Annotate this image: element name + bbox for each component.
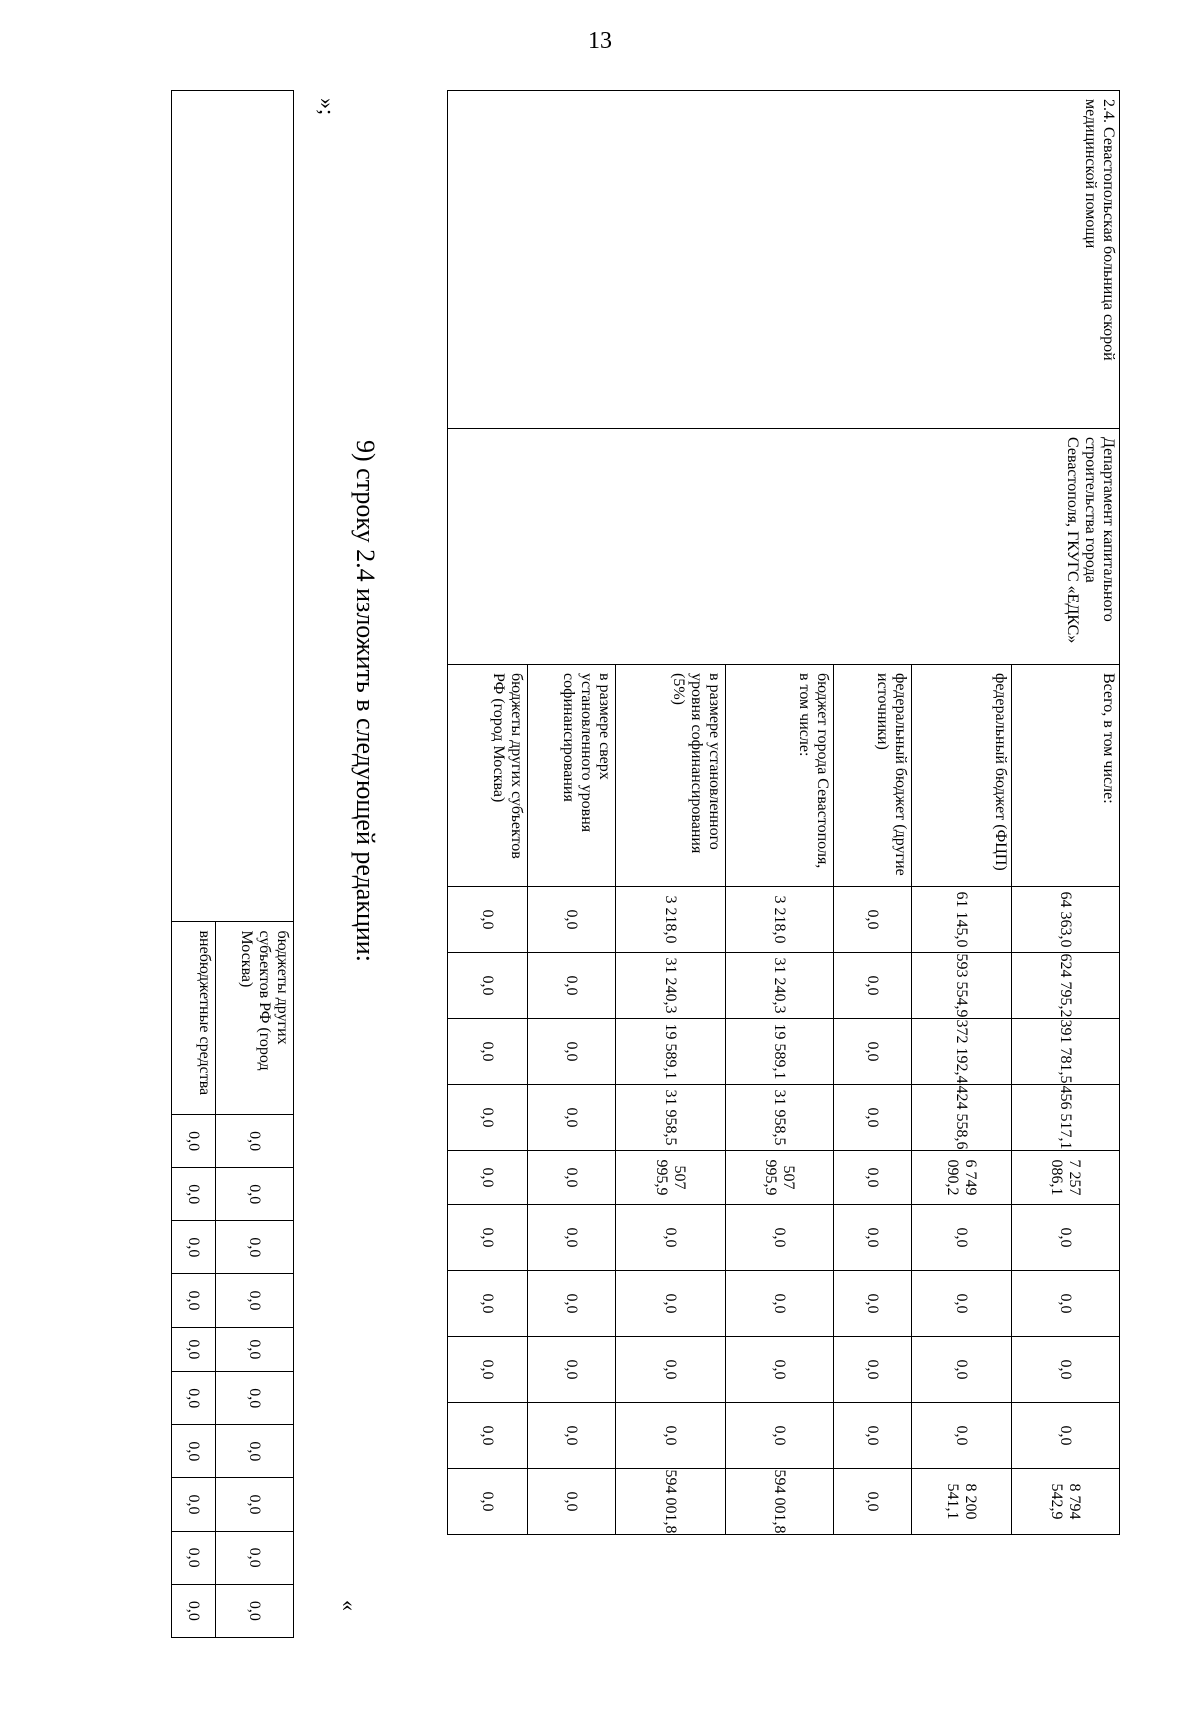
value-cell: 0,0 [834,1085,912,1151]
value-cell: 0,0 [912,1337,1012,1403]
value-cell: 0,0 [528,1271,616,1337]
value-cell: 0,0 [528,1403,616,1469]
value-cell: 0,0 [834,1205,912,1271]
value-cell: 391 781,5 [1012,1019,1120,1085]
row-2-4-executor: Департамент капитального строительства города Севастополя, ГКУГС «ЕДКС» [448,429,1120,665]
row-label: Всего, в том числе: [1012,665,1120,887]
value-cell: 0,0 [448,1469,528,1535]
value-cell: 0,0 [834,1469,912,1535]
value-cell: 594 001,8 [726,1469,834,1535]
value-cell: 0,0 [172,1115,216,1168]
value-cell: 61 145,0 [912,887,1012,953]
row-label: в размере установленного уровня софинансирования (5%) [616,665,726,887]
value-cell: 0,0 [448,1337,528,1403]
value-cell: 0,0 [172,1425,216,1478]
value-cell: 31 240,3 [726,953,834,1019]
value-cell: 0,0 [216,1425,294,1478]
value-cell: 31 958,5 [726,1085,834,1151]
row-label: бюджеты других субъектов РФ (город Москва) [216,922,294,1115]
value-cell: 0,0 [216,1584,294,1637]
value-cell: 0,0 [448,1271,528,1337]
value-cell: 7 257 086,1 [1012,1151,1120,1205]
value-cell: 0,0 [834,1403,912,1469]
row-2-4-name: 2.4. Севастопольская больница скорой медицинской помощи [448,91,1120,429]
value-cell: 0,0 [834,953,912,1019]
value-cell: 0,0 [528,1469,616,1535]
value-cell: 0,0 [912,1271,1012,1337]
value-cell: 0,0 [616,1403,726,1469]
row-label: бюджет города Севастополя, в том числе: [726,665,834,887]
value-cell: 0,0 [172,1478,216,1531]
empty-cell [172,91,294,922]
value-cell: 0,0 [448,1403,528,1469]
value-cell: 0,0 [448,1085,528,1151]
value-cell: 31 958,5 [616,1085,726,1151]
value-cell: 0,0 [1012,1205,1120,1271]
value-cell: 0,0 [216,1531,294,1584]
value-cell: 31 240,3 [616,953,726,1019]
value-cell: 0,0 [834,887,912,953]
value-cell: 0,0 [216,1168,294,1221]
value-cell: 0,0 [726,1403,834,1469]
value-cell: 0,0 [216,1478,294,1531]
value-cell: 0,0 [448,1019,528,1085]
open-quote: « [337,1600,362,1611]
value-cell: 0,0 [1012,1403,1120,1469]
value-cell: 0,0 [172,1221,216,1274]
value-cell: 0,0 [172,1372,216,1425]
value-cell: 424 558,6 [912,1085,1012,1151]
value-cell: 0,0 [172,1531,216,1584]
value-cell: 0,0 [528,953,616,1019]
value-cell: 0,0 [216,1274,294,1327]
value-cell: 0,0 [448,1205,528,1271]
instruction-text: 9) строку 2.4 изложить в следующей редакции: [351,440,380,962]
table-row [1012,91,1120,1535]
value-cell: 3 218,0 [616,887,726,953]
value-cell: 0,0 [726,1271,834,1337]
value-cell: 0,0 [172,1274,216,1327]
value-cell: 0,0 [448,1151,528,1205]
value-cell: 0,0 [912,1205,1012,1271]
value-cell: 0,0 [912,1403,1012,1469]
value-cell: 19 589,1 [616,1019,726,1085]
value-cell: 8 200 541,1 [912,1469,1012,1535]
value-cell: 0,0 [616,1205,726,1271]
value-cell: 593 554,9 [912,953,1012,1019]
value-cell: 594 001,8 [616,1469,726,1535]
value-cell: 0,0 [216,1115,294,1168]
value-cell: 0,0 [834,1019,912,1085]
value-cell: 0,0 [834,1271,912,1337]
row-label: федеральный бюджет (другие источники) [834,665,912,887]
value-cell: 0,0 [528,1019,616,1085]
value-cell: 0,0 [1012,1337,1120,1403]
row-label: бюджеты других субъектов РФ (город Москва) [448,665,528,887]
value-cell: 6 749 090,2 [912,1151,1012,1205]
value-cell: 0,0 [1012,1271,1120,1337]
value-cell: 372 192,4 [912,1019,1012,1085]
value-cell: 0,0 [172,1168,216,1221]
value-cell: 0,0 [834,1151,912,1205]
value-cell: 0,0 [448,953,528,1019]
value-cell: 507 995,9 [616,1151,726,1205]
value-cell: 19 589,1 [726,1019,834,1085]
value-cell: 0,0 [172,1327,216,1372]
rotated-page-content [156,90,1120,1638]
value-cell: 0,0 [616,1337,726,1403]
row-label: в размере сверх установленного уровня софинансирования [528,665,616,887]
row-label: федеральный бюджет (ФЦП) [912,665,1012,887]
value-cell: 64 363,0 [1012,887,1120,953]
value-cell: 456 517,1 [1012,1085,1120,1151]
value-cell: 0,0 [528,1151,616,1205]
table-row [216,91,294,1638]
value-cell: 0,0 [616,1271,726,1337]
value-cell: 0,0 [216,1372,294,1425]
page-number: 13 [588,28,612,54]
value-cell: 0,0 [834,1337,912,1403]
value-cell: 3 218,0 [726,887,834,953]
value-cell: 0,0 [726,1205,834,1271]
closing-mark: »; [315,98,340,116]
value-cell: 507 995,9 [726,1151,834,1205]
row-2-4-table [447,90,1120,1535]
value-cell: 0,0 [528,887,616,953]
row-label: внебюджетные средства [172,922,216,1115]
value-cell: 0,0 [216,1327,294,1372]
value-cell: 0,0 [726,1337,834,1403]
value-cell: 0,0 [448,887,528,953]
value-cell: 0,0 [528,1085,616,1151]
prev-table [171,90,294,1638]
value-cell: 0,0 [216,1221,294,1274]
value-cell: 8 794 542,9 [1012,1469,1120,1535]
value-cell: 0,0 [528,1337,616,1403]
value-cell: 624 795,2 [1012,953,1120,1019]
value-cell: 0,0 [528,1205,616,1271]
value-cell: 0,0 [172,1584,216,1637]
